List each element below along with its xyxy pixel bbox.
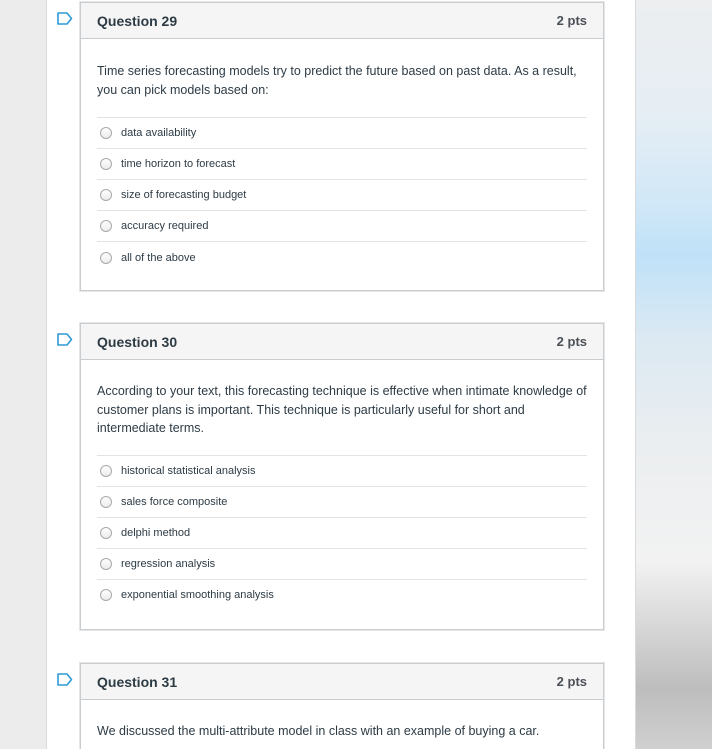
- answer-label[interactable]: data availability: [121, 127, 197, 139]
- answer-label[interactable]: all of the above: [121, 251, 196, 264]
- answer-option[interactable]: [97, 456, 587, 487]
- answer-label[interactable]: delphi method: [121, 526, 191, 539]
- radio-button[interactable]: [100, 252, 112, 264]
- radio-button[interactable]: [100, 189, 112, 201]
- question-30: [80, 323, 604, 630]
- question-points: 2 pts: [556, 13, 587, 28]
- radio-button[interactable]: [100, 465, 112, 477]
- question-body: [81, 722, 603, 741]
- question-29: [80, 2, 604, 291]
- question-title: Question 29: [97, 12, 178, 29]
- answer-list: [97, 117, 587, 273]
- answer-list: [97, 455, 587, 611]
- answer-option[interactable]: [97, 487, 587, 518]
- radio-button[interactable]: [100, 527, 112, 539]
- flag-question-icon[interactable]: [57, 333, 73, 346]
- answer-label[interactable]: time horizon to forecast: [121, 158, 236, 170]
- answer-option[interactable]: [97, 149, 587, 180]
- flag-question-icon[interactable]: [57, 673, 73, 686]
- page-background-right: [636, 0, 712, 749]
- answer-option[interactable]: [97, 518, 587, 549]
- answer-option[interactable]: [97, 180, 587, 211]
- question-text: According to your text, this forecasting technique is effective when intimate knowledge of customer plans is important. This technique is particularly useful for short and intermediate terms.: [97, 384, 587, 435]
- question-body: [81, 62, 603, 273]
- answer-option[interactable]: [97, 580, 587, 611]
- radio-button[interactable]: [100, 127, 112, 139]
- answer-label[interactable]: regression analysis: [121, 557, 216, 570]
- answer-label[interactable]: historical statistical analysis: [121, 464, 256, 477]
- answer-label[interactable]: exponential smoothing analysis: [121, 589, 274, 601]
- question-header: [81, 664, 603, 700]
- radio-button[interactable]: [100, 158, 112, 170]
- answer-option[interactable]: [97, 242, 587, 273]
- question-text: Time series forecasting models try to predict the future based on past data. As a result, you can pick models based on:: [97, 64, 577, 97]
- answer-option[interactable]: [97, 211, 587, 242]
- question-points: 2 pts: [556, 674, 587, 689]
- flag-question-icon[interactable]: [57, 12, 73, 25]
- radio-button[interactable]: [100, 220, 112, 232]
- question-title: Question 31: [97, 673, 178, 690]
- radio-button[interactable]: [100, 558, 112, 570]
- radio-button[interactable]: [100, 496, 112, 508]
- question-text: We discussed the multi-attribute model in class with an example of buying a car.: [97, 724, 540, 738]
- answer-option[interactable]: [97, 118, 587, 149]
- question-header: [81, 3, 603, 39]
- question-header: [81, 324, 603, 360]
- page-background-left: [0, 0, 46, 749]
- question-points: 2 pts: [556, 334, 587, 349]
- question-body: [81, 382, 603, 611]
- answer-label[interactable]: size of forecasting budget: [121, 189, 247, 201]
- answer-label[interactable]: accuracy required: [121, 220, 209, 232]
- question-title: Question 30: [97, 333, 178, 350]
- answer-label[interactable]: sales force composite: [121, 495, 228, 508]
- question-31: [80, 663, 604, 749]
- radio-button[interactable]: [100, 589, 112, 601]
- answer-option[interactable]: [97, 549, 587, 580]
